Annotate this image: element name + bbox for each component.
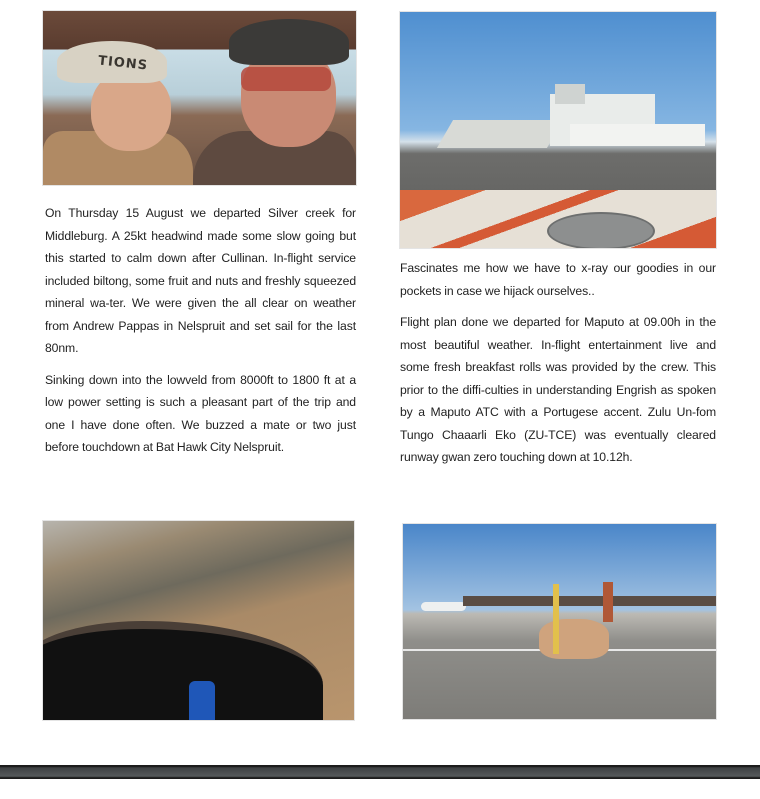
left-column-text (45, 202, 356, 459)
pilot-cap (229, 19, 349, 65)
microlight-on-apron-photo (403, 524, 716, 719)
terminal-annex (570, 124, 705, 146)
right-column-text (400, 257, 716, 469)
cap-logo-text: TIONS (97, 52, 149, 74)
propeller (553, 584, 559, 654)
water-bottle (189, 681, 215, 720)
paragraph: On Thursday 15 August we departed Silver creek for Middleburg. A 25kt headwind made some slow going but this started to calm down after Cullinan. In-flight service included biltong, some fruit and nuts and freshly squeezed mineral wa-ter. We were given the all clear on weather from Andrew Pappas in Nelspruit and set sail for the last 80nm. (45, 206, 356, 355)
maputo-airport-photo (400, 12, 716, 248)
paragraph: Sinking down into the lowveld from 8000ft to 1800 ft at a low power setting is such a pleasant part of the trip and one I have done often. We buzzed a mate or two just before touchdown at Bat Hawk City Nelspruit. (45, 372, 356, 454)
pilots-in-cockpit-photo (43, 11, 356, 185)
microlight-fuselage (539, 619, 609, 659)
manhole-cover (547, 212, 655, 248)
pilot-cap (57, 41, 167, 83)
aerial-lowveld-photo (43, 521, 354, 720)
control-tower (555, 84, 585, 104)
paragraph: Fascinates me how we have to x-ray our goodies in our pockets in case we hijack ourselves.. (400, 261, 716, 298)
pilot-face (91, 71, 171, 151)
paragraph: Flight plan done we departed for Maputo at 09.00h in the most beautiful weather. In-flight entertainment live and some fresh breakfast rolls was provided by the crew. This prior to the diffi-culties in understanding Engrish as spoken by a Maputo ATC with a Portugese accent. Zulu Un-fom Tungo Chaaarli Eko (ZU-TCE) was eventually cleared runway gwan zero touching down at 10.12h. (400, 315, 716, 464)
terminal-canopy (437, 120, 563, 148)
sunglasses (241, 67, 331, 91)
microlight-tail (603, 582, 613, 622)
viewer-toolbar-bar (0, 765, 760, 779)
microlight-wing (463, 596, 716, 606)
aircraft-canopy (43, 621, 323, 720)
parked-jet (421, 602, 466, 611)
